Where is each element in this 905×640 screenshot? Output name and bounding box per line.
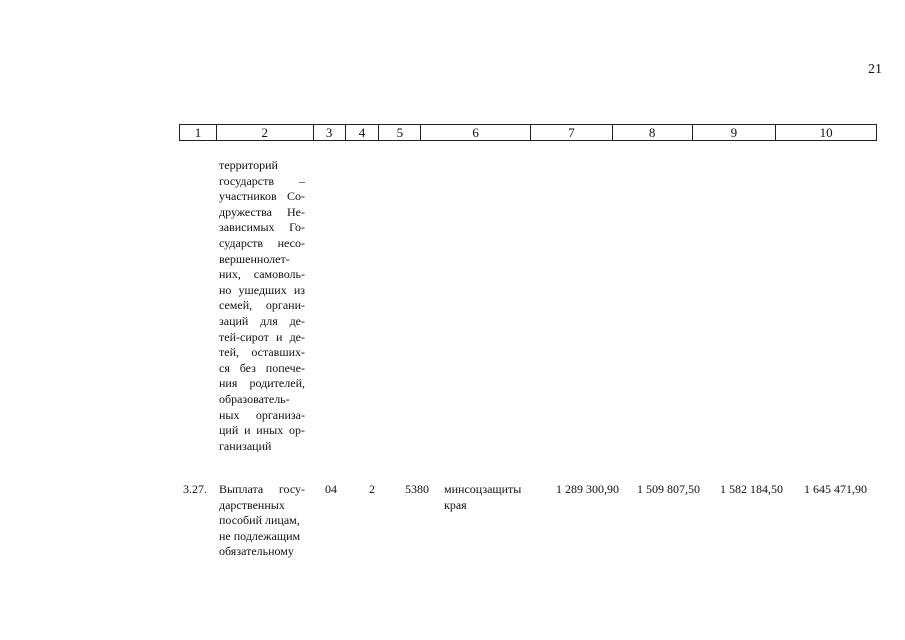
continuation-line: тей, оставших-	[219, 345, 305, 360]
row-col-8: 1 509 807,50	[637, 482, 700, 496]
row-col-5: 5380	[405, 482, 429, 496]
header-col-3: 3	[314, 125, 346, 140]
header-col-10: 10	[819, 125, 833, 140]
continuation-line: семей, органи-	[219, 298, 305, 313]
row-col-9: 1 582 184,50	[720, 482, 783, 496]
continuation-line: но ушедших из	[219, 282, 305, 297]
continuation-line: дружества Не-	[219, 204, 305, 219]
continuation-line: тей-сирот и де-	[219, 329, 305, 344]
col6-line: минсоцзащиты	[444, 482, 522, 496]
continuation-line: территорий	[219, 158, 278, 172]
continuation-line: вершеннолет-	[219, 251, 290, 266]
continuation-line: ных организа-	[219, 407, 305, 422]
row-col-7: 1 289 300,90	[556, 482, 619, 496]
description-line: дарственных	[219, 497, 285, 512]
continuation-line: заций для де-	[219, 313, 305, 328]
description-line: пособий лицам,	[219, 513, 300, 528]
continuation-line: государств –	[219, 173, 305, 188]
header-col-8: 8	[613, 125, 693, 140]
header-col-9: 9	[693, 125, 777, 140]
description-line: не подлежащим	[219, 528, 301, 543]
header-col-6: 6	[421, 125, 531, 140]
continuation-line: образователь-	[219, 391, 290, 406]
col6-line: края	[444, 497, 467, 512]
page-number: 21	[868, 62, 882, 77]
row-col-6	[444, 482, 521, 513]
continuation-line: ся без попече-	[219, 360, 305, 375]
table-header-row	[179, 124, 877, 141]
row-number: 3.27.	[183, 482, 207, 496]
description-line: обязательному	[219, 544, 294, 559]
row-col-4: 2	[369, 482, 375, 496]
continuation-line: ганизаций	[219, 438, 272, 453]
header-col-1: 1	[180, 125, 217, 140]
continuation-line: ций и иных ор-	[219, 423, 305, 438]
header-col-2: 2	[217, 125, 314, 140]
continuation-line: них, самоволь-	[219, 267, 305, 282]
row-col-10: 1 645 471,90	[804, 482, 867, 496]
continuation-line: зависимых Го-	[219, 220, 305, 235]
continuation-text	[219, 158, 305, 454]
header-col-7: 7	[531, 125, 613, 140]
continuation-line: ния родителей,	[219, 376, 305, 391]
header-col-5: 5	[379, 125, 421, 140]
continuation-line: сударств несо-	[219, 235, 305, 250]
continuation-line: участников Со-	[219, 189, 305, 204]
row-description	[219, 482, 305, 560]
description-line: Выплата госу-	[219, 482, 305, 496]
row-col-3: 04	[325, 482, 337, 496]
header-col-4: 4	[346, 125, 380, 140]
